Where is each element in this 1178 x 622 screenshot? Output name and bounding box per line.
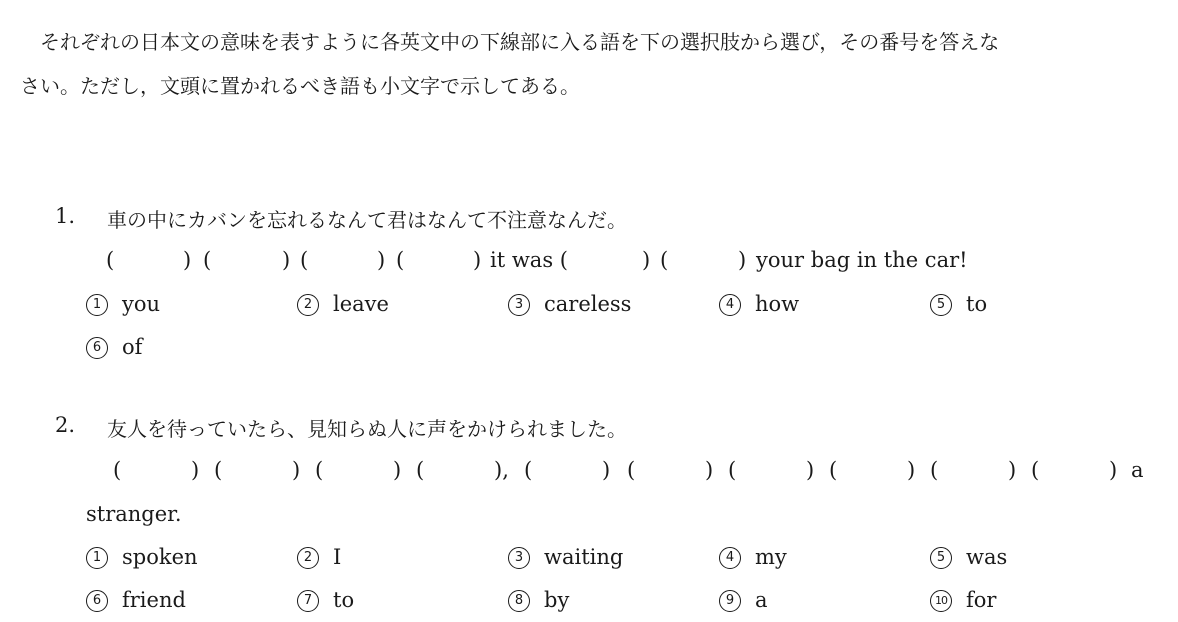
blank-close: ) [907, 458, 916, 482]
blank-close: ) [1109, 458, 1118, 482]
blank-open: ( [300, 248, 309, 272]
choice-word: for [966, 588, 997, 612]
sentence-text: it was ( [490, 248, 568, 272]
blank-close: ) [806, 458, 815, 482]
choice-option [297, 588, 354, 612]
choice-word: my [755, 545, 787, 569]
question-japanese: 車の中にカバンを忘れるなんて君はなんて不注意なんだ。 [107, 208, 627, 232]
choice-option [86, 545, 198, 569]
instructions-line-2: さい。ただし，文頭に置かれるべき語も小文字で示してある。 [20, 74, 580, 98]
blank-open: ( [416, 458, 425, 482]
choice-number: 9 [719, 590, 741, 612]
choice-option [719, 588, 768, 612]
choice-number: 4 [719, 294, 741, 316]
choice-option [86, 292, 160, 316]
choice-option [930, 292, 987, 316]
choice-number: 2 [297, 547, 319, 569]
choice-word: spoken [122, 545, 198, 569]
choice-word: to [333, 588, 355, 612]
blank-close: ) [191, 458, 200, 482]
choice-word: to [966, 292, 988, 316]
choice-word: leave [333, 292, 389, 316]
blank-close: ) [282, 248, 291, 272]
blank-open: ( [660, 248, 669, 272]
instructions-line-1: それぞれの日本文の意味を表すように各英文中の下線部に入る語を下の選択肢から選び，その番号を答えな [40, 30, 1000, 54]
blank-close: ) [393, 458, 402, 482]
blank-close: ) [473, 248, 482, 272]
question-number: 2. [55, 413, 76, 437]
blank-open: ( [930, 458, 939, 482]
choice-option [508, 588, 569, 612]
choice-word: a [755, 588, 768, 612]
choice-word: waiting [544, 545, 624, 569]
choice-option [719, 292, 799, 316]
blank-close: ) [292, 458, 301, 482]
blank-open: ( [113, 458, 122, 482]
instructions [20, 20, 1160, 108]
blank-open: ( [829, 458, 838, 482]
choice-number: 1 [86, 547, 108, 569]
choice-number: 7 [297, 590, 319, 612]
choice-option [930, 588, 996, 612]
choice-number: 1 [86, 294, 108, 316]
question-japanese: 友人を待っていたら、見知らぬ人に声をかけられました。 [107, 417, 627, 441]
choice-number: 5 [930, 294, 952, 316]
choice-option [508, 292, 631, 316]
blank-open: ( [524, 458, 533, 482]
blank-close: ) [1008, 458, 1017, 482]
blank-open: ( [106, 248, 115, 272]
blank-close: ), [494, 458, 509, 482]
blank-open: ( [728, 458, 737, 482]
blank-open: ( [396, 248, 405, 272]
choice-option [508, 545, 623, 569]
choice-number: 3 [508, 294, 530, 316]
blank-open: ( [315, 458, 324, 482]
blank-close: ) [602, 458, 611, 482]
choice-option [86, 588, 186, 612]
choice-number: 6 [86, 337, 108, 359]
choice-number: 3 [508, 547, 530, 569]
choice-word: was [966, 545, 1008, 569]
sentence-text: a [1131, 458, 1144, 482]
choice-word: I [333, 545, 342, 569]
choice-number: 5 [930, 547, 952, 569]
choice-word: by [544, 588, 570, 612]
choice-number: 2 [297, 294, 319, 316]
choice-option [297, 545, 341, 569]
choice-number: 4 [719, 547, 741, 569]
blank-close: ) [738, 248, 747, 272]
blank-open: ( [627, 458, 636, 482]
blank-open: ( [1031, 458, 1040, 482]
blank-close: ) [642, 248, 651, 272]
choice-word: careless [544, 292, 632, 316]
blank-close: ) [183, 248, 192, 272]
blank-close: ) [705, 458, 714, 482]
choice-number: 8 [508, 590, 530, 612]
choice-option [930, 545, 1007, 569]
choice-word: you [122, 292, 161, 316]
choice-option [719, 545, 787, 569]
blank-open: ( [203, 248, 212, 272]
blank-open: ( [214, 458, 223, 482]
sentence-continuation: stranger. [86, 502, 182, 526]
choice-number: 6 [86, 590, 108, 612]
choice-option [86, 335, 142, 359]
choice-number: 10 [930, 590, 952, 612]
sentence-text: your bag in the car! [756, 248, 968, 272]
choice-word: of [122, 335, 143, 359]
blank-close: ) [377, 248, 386, 272]
choice-option [297, 292, 389, 316]
question-number: 1. [55, 204, 76, 228]
choice-word: friend [122, 588, 186, 612]
choice-word: how [755, 292, 800, 316]
